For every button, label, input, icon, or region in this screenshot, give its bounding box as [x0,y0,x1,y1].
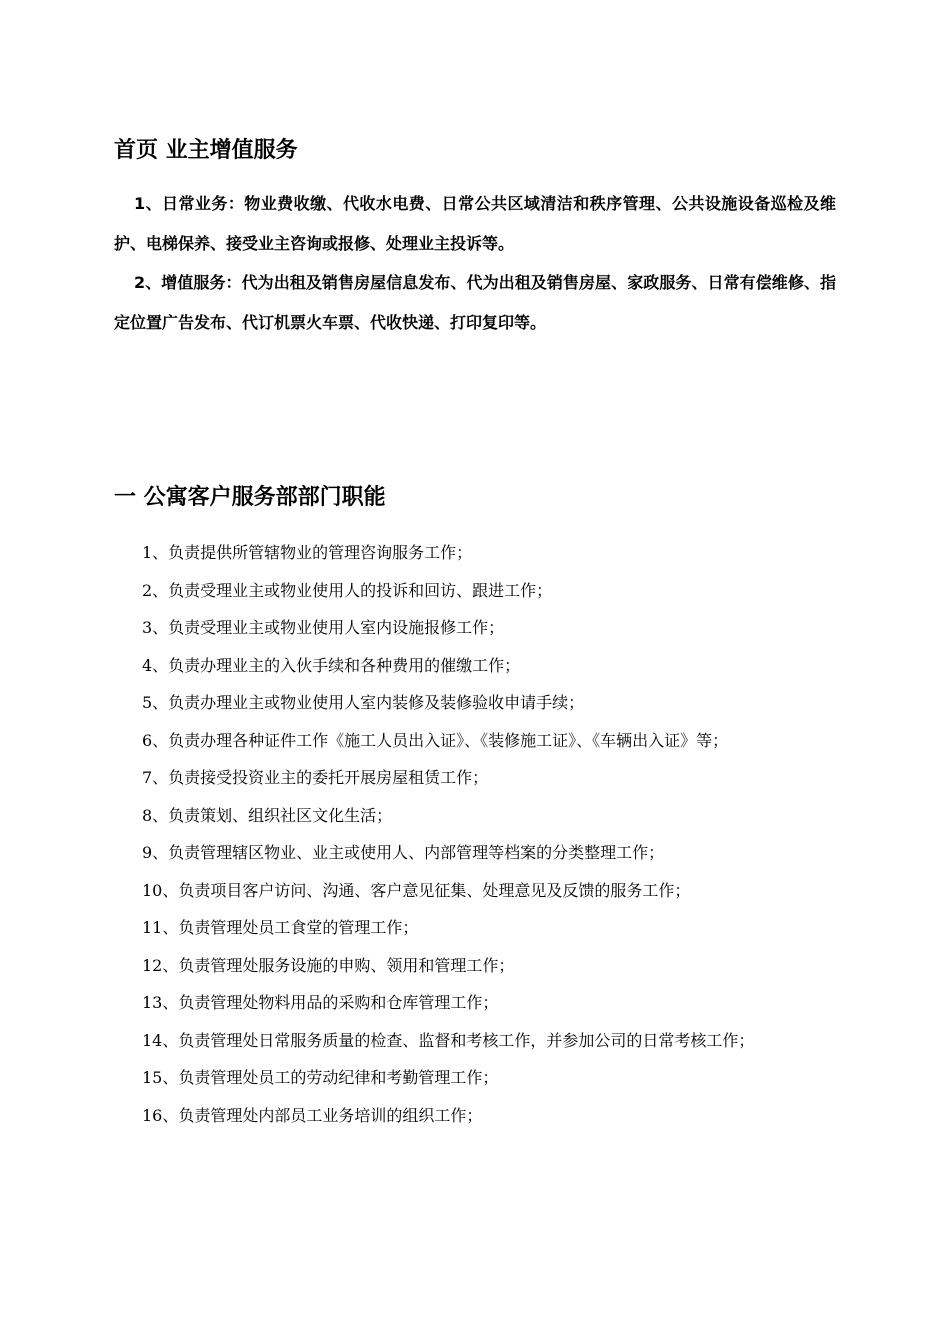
daily-business-paragraph: 1、日常业务：物业费收缴、代收水电费、日常公共区域清洁和秩序管理、公共设施设备巡检及维护、电梯保养、接受业主咨询或报修、处理业主投诉等。 [114,194,836,253]
duty-item: 10、负责项目客户访问、沟通、客户意见征集、处理意见及反馈的服务工作； [142,880,691,900]
section-title-customer-service-department: 一 公寓客户服务部部门职能 [114,485,386,510]
duty-item: 1、负责提供所管辖物业的管理咨询服务工作； [142,543,473,562]
duty-item: 6、负责办理各种证件工作《施工人员出入证》、《装修施工证》、《车辆出入证》等； [142,730,729,750]
duty-item: 12、负责管理处服务设施的申购、领用和管理工作； [142,955,515,975]
value-added-services-paragraph: 2、增值服务：代为出租及销售房屋信息发布、代为出租及销售房屋、家政服务、日常有偿维修、指定位置广告发布、代订机票火车票、代收快递、打印复印等。 [114,273,836,332]
duty-item: 16、负责管理处内部员工业务培训的组织工作； [142,1105,483,1125]
duty-item: 5、负责办理业主或物业使用人室内装修及装修验收申请手续； [142,693,585,712]
duty-item: 3、负责受理业主或物业使用人室内设施报修工作； [142,618,505,637]
department-duties-list [114,534,838,1134]
duty-item: 13、负责管理处物料用品的采购和仓库管理工作； [142,993,499,1012]
duty-item: 2、负责受理业主或物业使用人的投诉和回访、跟进工作； [142,580,553,600]
section-title-home-value-added-services: 首页 业主增值服务 [114,138,298,163]
duty-item: 11、负责管理处员工食堂的管理工作； [142,918,419,937]
duty-item: 7、负责接受投资业主的委托开展房屋租赁工作； [142,768,489,787]
duty-item: 4、负责办理业主的入伙手续和各种费用的催缴工作； [142,655,521,675]
duty-item: 15、负责管理处员工的劳动纪律和考勤管理工作； [142,1068,499,1087]
duty-item: 14、负责管理处日常服务质量的检查、监督和考核工作，并参加公司的日常考核工作； [142,1030,755,1050]
duty-item: 9、负责管理辖区物业、业主或使用人、内部管理等档案的分类整理工作； [142,843,665,862]
duty-item: 8、负责策划、组织社区文化生活； [142,805,393,825]
